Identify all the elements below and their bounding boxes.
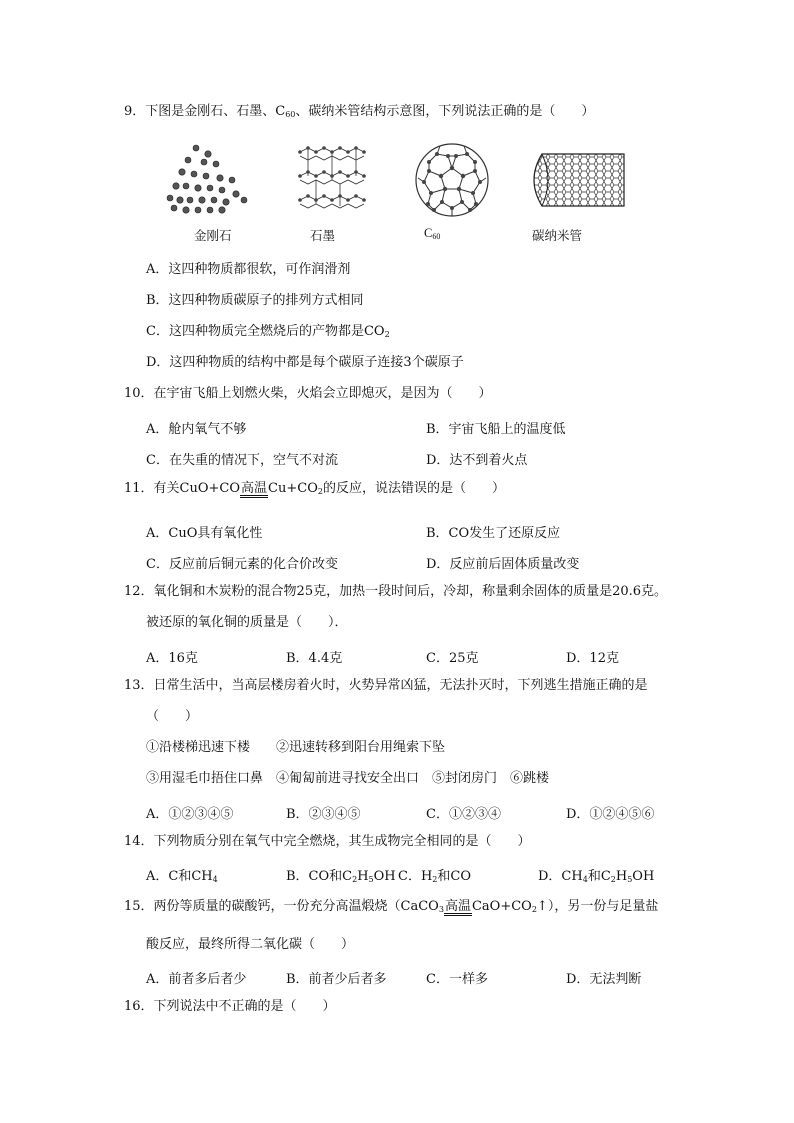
q12-option-d[interactable]: D．12克 bbox=[566, 651, 619, 666]
q14-stem: 14．下列物质分别在氧气中完全燃烧，其生成物完全相同的是（ ） bbox=[124, 834, 531, 849]
q12-option-b[interactable]: B．4.4克 bbox=[286, 651, 343, 666]
carbon-nanotube-figure bbox=[524, 150, 628, 210]
q15-option-a[interactable]: A．前者多后者少 bbox=[146, 972, 247, 987]
q10-option-a[interactable]: A．舱内氧气不够 bbox=[146, 422, 247, 437]
q9-option-a[interactable]: A．这四种物质都很软，可作润滑剂 bbox=[146, 262, 351, 277]
q13-stem-line2: （ ） bbox=[146, 709, 199, 724]
q13-option-b[interactable]: B．②③④⑤ bbox=[286, 807, 361, 822]
q14-option-d[interactable]: D．$CH_4$和$C_2H_5OH$ bbox=[538, 869, 655, 884]
q11-option-c[interactable]: C．反应前后铜元素的化合价改变 bbox=[146, 557, 338, 572]
q10-option-b[interactable]: B．宇宙飞船上的温度低 bbox=[426, 422, 566, 437]
q12-option-a[interactable]: A．16克 bbox=[146, 651, 198, 666]
q12-option-c[interactable]: C．25克 bbox=[426, 651, 479, 666]
q15-option-c[interactable]: C．一样多 bbox=[426, 972, 488, 987]
q14-option-b[interactable]: B．CO和$C_2H_5OH$ bbox=[286, 869, 396, 884]
q11-option-d[interactable]: D．反应前后固体质量改变 bbox=[426, 557, 580, 572]
q14-option-a[interactable]: A．C和$CH_4$ bbox=[146, 869, 218, 884]
q13-items-line1: ①沿楼梯迅速下楼 ②迅速转移到阳台用绳索下坠 bbox=[146, 740, 446, 755]
caption-graphite: 石墨 bbox=[310, 228, 336, 243]
reaction-condition-high-temp: 高温 bbox=[241, 481, 268, 496]
q13-option-d[interactable]: D．①②④⑤⑥ bbox=[566, 807, 655, 822]
q15-stem-line1: 15．两份等质量的碳酸钙，一份充分高温煅烧（CaCO$_3$高温$CaO+CO_2↑$），另一份与足量盐 bbox=[124, 899, 659, 914]
q15-option-b[interactable]: B．前者少后者多 bbox=[286, 972, 387, 987]
q14-option-c[interactable]: C．$H_2$和CO bbox=[398, 869, 471, 884]
q13-items-line2: ③用湿毛巾捂住口鼻 ④匍匐前进寻找安全出口 ⑤封闭房门 ⑥跳楼 bbox=[146, 771, 550, 786]
q9-option-d[interactable]: D．这四种物质的结构中都是每个碳原子连接3个碳原子 bbox=[146, 355, 464, 370]
q12-stem-line1: 12．氧化铜和木炭粉的混合物25克，加热一段时间后，冷却，称量剩余固体的质量是20.6克。 bbox=[124, 584, 668, 599]
q10-option-d[interactable]: D．达不到着火点 bbox=[426, 453, 528, 468]
caption-diamond: 金刚石 bbox=[194, 228, 232, 243]
caption-carbon-nanotube: 碳纳米管 bbox=[532, 228, 583, 243]
caption-c60: $C_{60}$ bbox=[424, 226, 441, 241]
q10-stem: 10．在宇宙飞船上划燃火柴，火焰会立即熄灭，是因为（ ） bbox=[124, 386, 492, 401]
q16-stem: 16．下列说法中不正确的是（ ） bbox=[124, 999, 336, 1014]
q9-option-c[interactable]: C．这四种物质完全燃烧后的产物都是$CO_2$ bbox=[146, 324, 390, 339]
q11-option-b[interactable]: B．CO发生了还原反应 bbox=[426, 526, 561, 541]
q9-stem: 9．下图是金刚石、石墨、$C_{60}$、碳纳米管结构示意图，下列说法正确的是（ ） bbox=[124, 104, 595, 119]
graphite-structure-figure bbox=[296, 144, 368, 214]
q13-option-a[interactable]: A．①②③④⑤ bbox=[146, 807, 234, 822]
reaction-condition-high-temp: 高温 bbox=[444, 899, 471, 914]
diamond-structure-figure bbox=[160, 140, 250, 216]
q15-stem-line2: 酸反应，最终所得二氧化碳（ ） bbox=[146, 937, 355, 952]
q11-option-a[interactable]: A．CuO具有氧化性 bbox=[146, 526, 263, 541]
q13-option-c[interactable]: C．①②③④ bbox=[426, 807, 501, 822]
q13-stem-line1: 13．日常生活中，当高层楼房着火时，火势异常凶猛，无法扑灭时，下列逃生措施正确的是 bbox=[124, 678, 648, 693]
q10-option-c[interactable]: C．在失重的情况下，空气不对流 bbox=[146, 453, 338, 468]
q11-stem: 11．有关CuO+CO高温$Cu+CO_2$的反应，说法错误的是（ ） bbox=[124, 481, 505, 496]
q15-option-d[interactable]: D．无法判断 bbox=[566, 972, 642, 987]
q9-option-b[interactable]: B．这四种物质碳原子的排列方式相同 bbox=[146, 293, 364, 308]
c60-structure-figure bbox=[412, 140, 492, 220]
q12-stem-line2: 被还原的氧化铜的质量是（ ）． bbox=[146, 615, 348, 630]
